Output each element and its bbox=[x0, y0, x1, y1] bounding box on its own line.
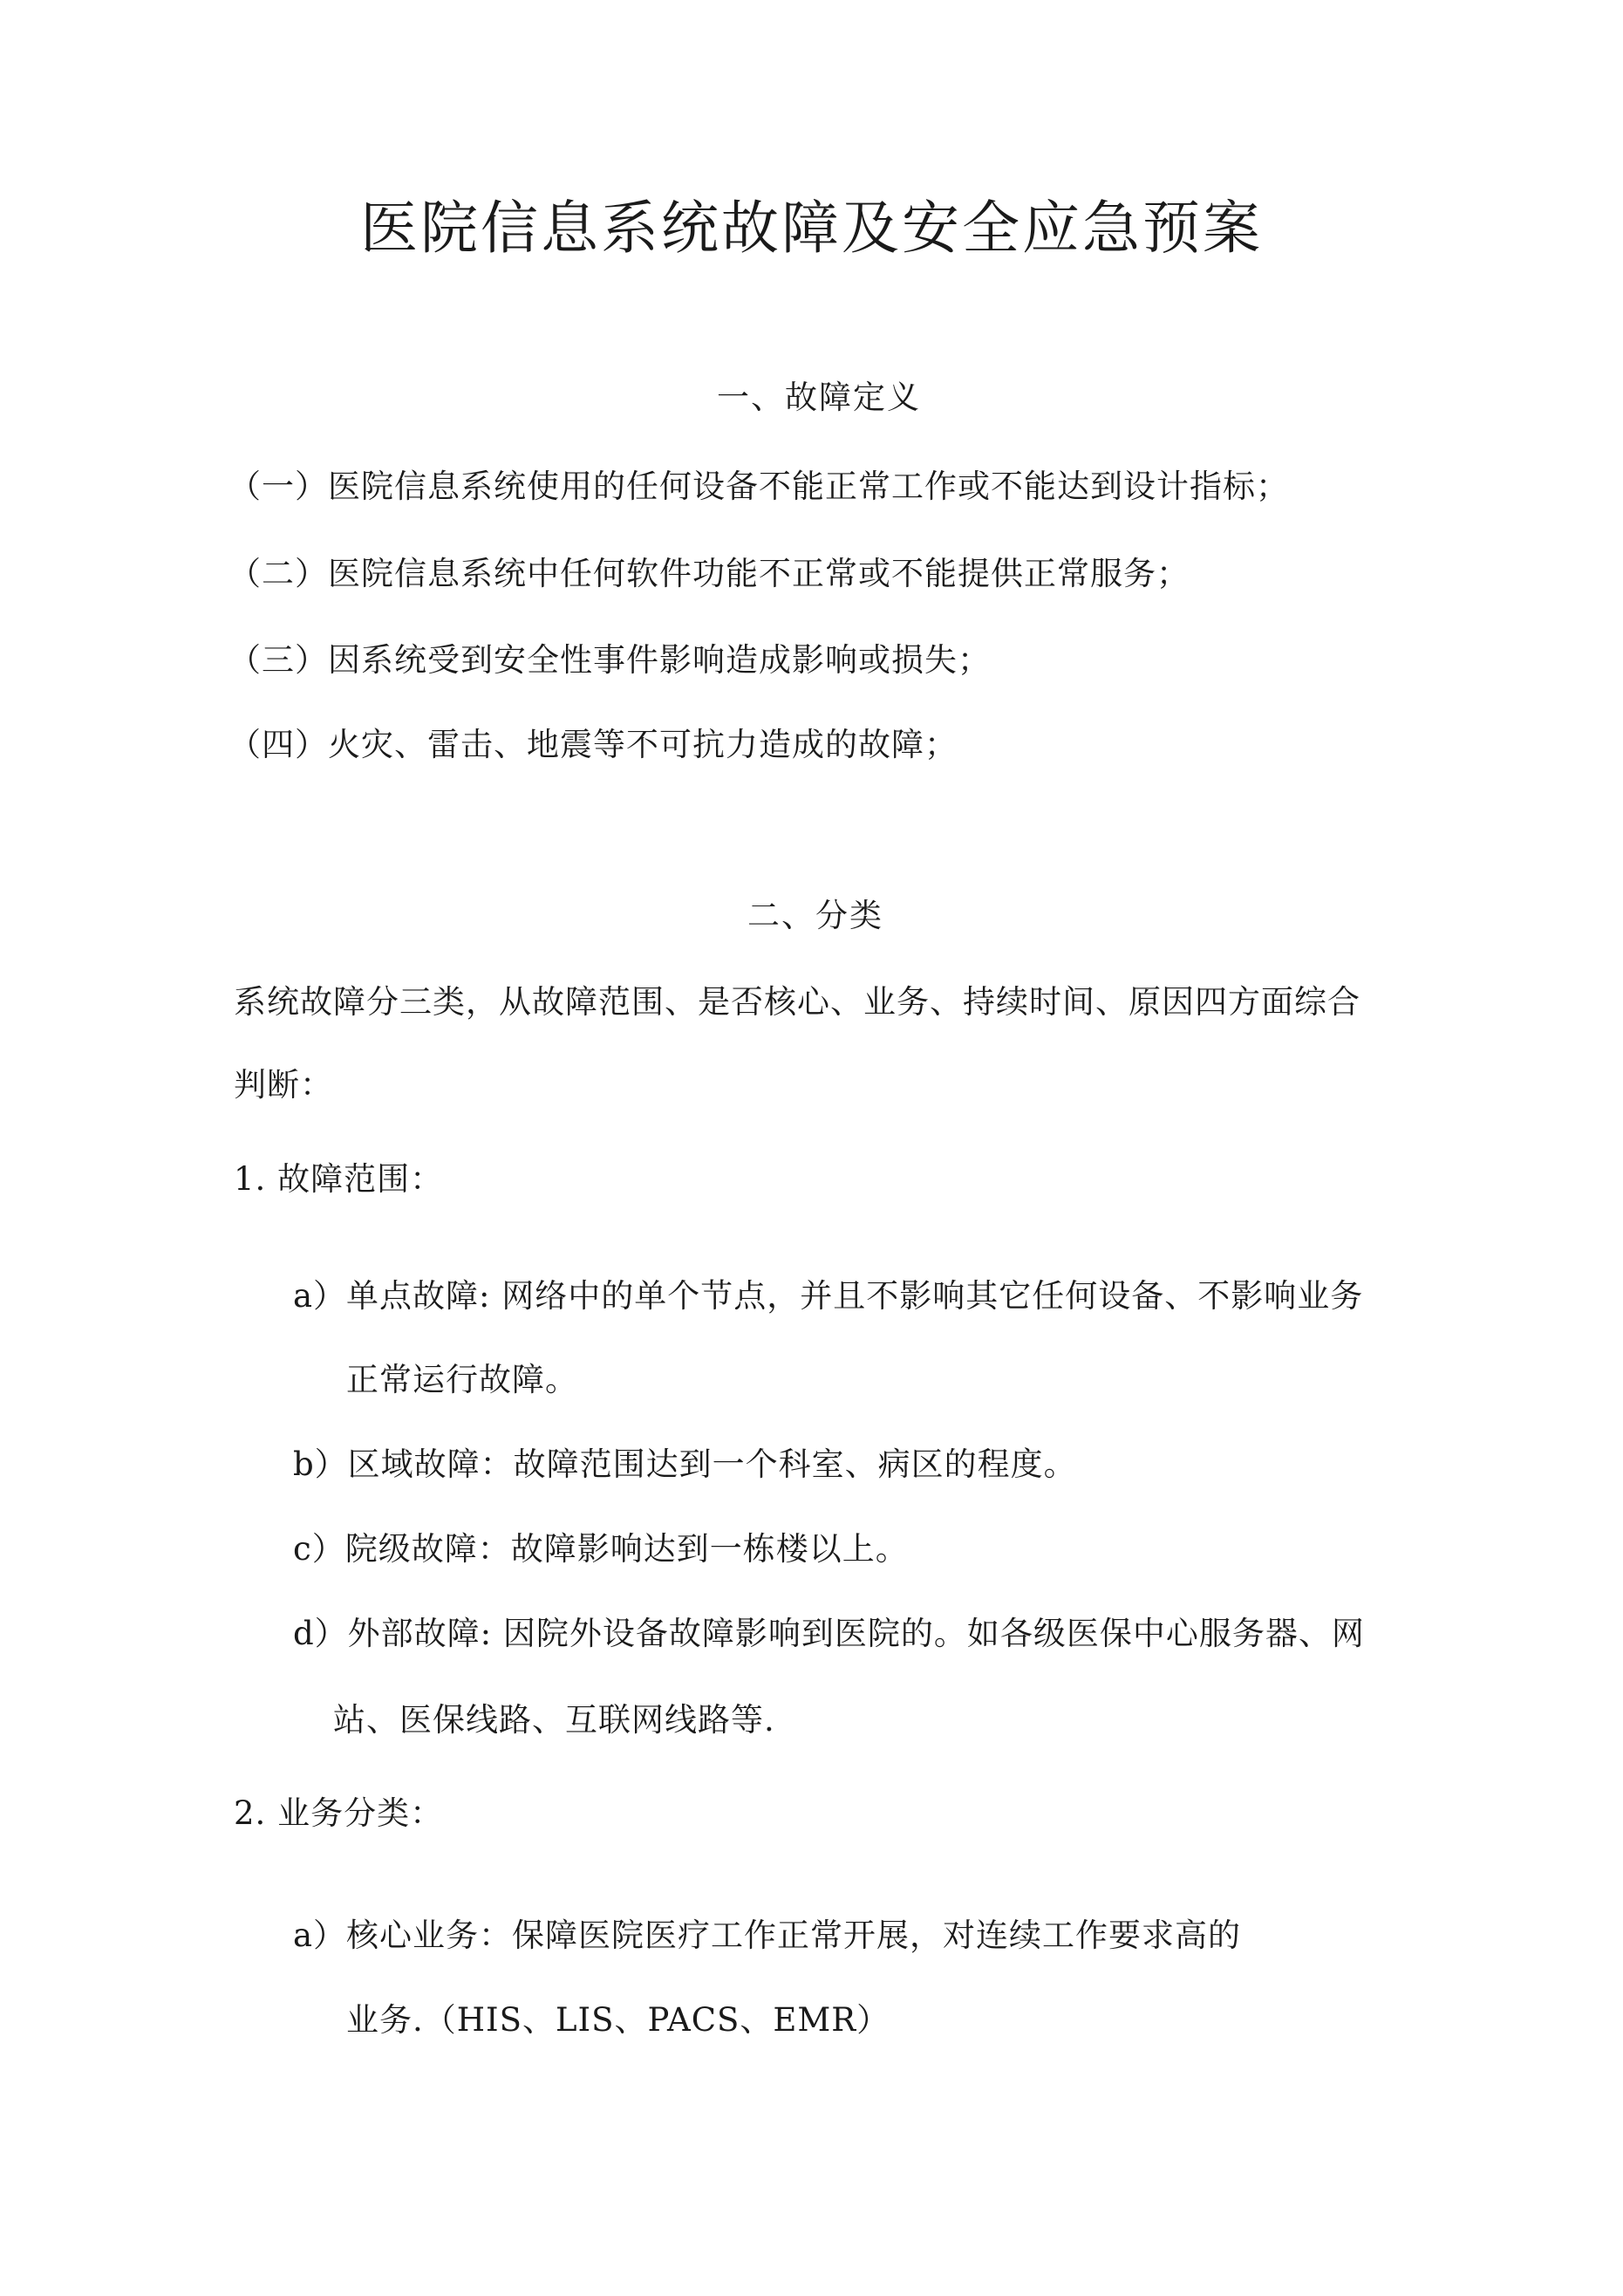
document-title: 医院信息系统故障及安全应急预案 bbox=[360, 195, 1263, 262]
definition-item-3: （三）因系统受到安全性事件影响造成影响或损失； bbox=[228, 641, 991, 679]
section-heading-fault-definition: 一、故障定义 bbox=[717, 379, 921, 416]
section-heading-classification: 二、分类 bbox=[747, 897, 883, 934]
fault-scope-item-a-line-2: 正常运行故障。 bbox=[346, 1361, 578, 1398]
business-item-a-line-2: 业务.（HIS、LIS、PACS、EMR） bbox=[346, 2001, 890, 2039]
fault-scope-item-b: b）区域故障：故障范围达到一个科室、病区的程度。 bbox=[293, 1445, 1077, 1483]
definition-item-1: （一）医院信息系统使用的任何设备不能正常工作或不能达到设计指标； bbox=[228, 468, 1289, 505]
fault-scope-item-c: c）院级故障：故障影响达到一栋楼以上。 bbox=[293, 1530, 909, 1568]
subsection-label-fault-scope: 1. 故障范围： bbox=[234, 1160, 444, 1198]
fault-scope-item-a-line-1: a）单点故障: 网络中的单个节点，并且不影响其它任何设备、不影响业务 bbox=[293, 1277, 1364, 1315]
fault-scope-item-d-line-1: d）外部故障: 因院外设备故障影响到医院的。如各级医保中心服务器、网 bbox=[293, 1615, 1365, 1652]
definition-item-4: （四）火灾、雷击、地震等不可抗力造成的故障； bbox=[228, 726, 958, 763]
fault-scope-item-d-line-2: 站、医保线路、互联网线路等. bbox=[333, 1701, 775, 1739]
business-item-a-line-1: a）核心业务：保障医院医疗工作正常开展，对连续工作要求高的 bbox=[293, 1917, 1242, 1954]
classification-intro-line-1: 系统故障分三类，从故障范围、是否核心、业务、持续时间、原因四方面综合 bbox=[234, 983, 1360, 1021]
definition-item-2: （二）医院信息系统中任何软件功能不正常或不能提供正常服务； bbox=[228, 555, 1190, 592]
classification-intro-line-2: 判断： bbox=[234, 1066, 333, 1104]
subsection-label-business-classification: 2. 业务分类： bbox=[234, 1794, 444, 1832]
